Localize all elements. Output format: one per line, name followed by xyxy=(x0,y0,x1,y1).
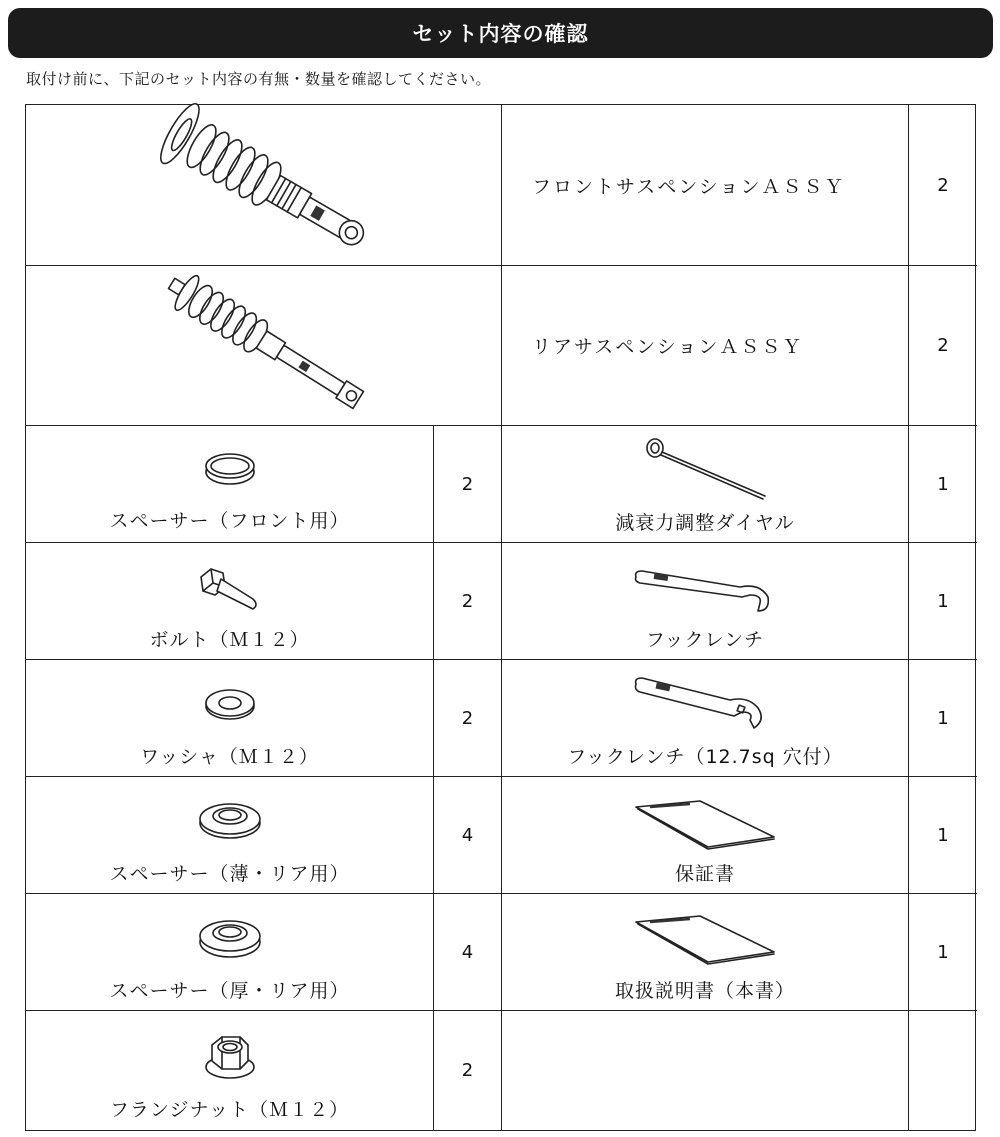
spacer-thick-label: スペーサー（厚・リア用） xyxy=(109,980,350,1002)
hook-wrench-label: フックレンチ xyxy=(645,629,765,651)
damping-dial-qty xyxy=(909,426,977,543)
flange-nut-label: フランジナット（Ｍ１２） xyxy=(109,1099,350,1121)
empty-qty-cell xyxy=(909,1011,977,1130)
warranty-icon xyxy=(630,797,780,853)
empty-cell xyxy=(502,1011,909,1130)
front-suspension-icon xyxy=(144,113,384,263)
intro-text: 取付け前に、下記のセット内容の有無・数量を確認してください。 xyxy=(26,70,492,88)
spacer-thin-label: スペーサー（薄・リア用） xyxy=(109,863,350,885)
section-title: セット内容の確認 xyxy=(412,22,589,46)
bolt-qty-value: 2 xyxy=(461,590,474,612)
hook-wrench-square-label: フックレンチ（12.7sq 穴付） xyxy=(567,746,843,768)
hook-wrench-square-icon xyxy=(630,674,780,734)
washer-qty-value: 2 xyxy=(461,707,474,729)
rear-suspension-label: リアサスペンションＡＳＳＹ xyxy=(532,336,804,358)
bolt-cell xyxy=(26,543,434,660)
spacer-thin-qty-value: 4 xyxy=(461,824,474,846)
manual-icon xyxy=(630,912,780,968)
bolt-qty xyxy=(434,543,502,660)
damping-dial-label: 減衰力調整ダイヤル xyxy=(615,512,795,534)
manual-label: 取扱説明書（本書） xyxy=(614,980,795,1002)
rear-suspension-qty-value: 2 xyxy=(937,335,949,356)
damping-dial-qty-value: 1 xyxy=(937,473,949,495)
spacer-thick-qty xyxy=(434,894,502,1011)
damping-dial-cell xyxy=(502,426,909,543)
front-suspension-qty-value: 2 xyxy=(937,174,949,196)
washer-qty xyxy=(434,660,502,777)
spacer-front-cell xyxy=(26,426,434,543)
section-header xyxy=(8,8,993,58)
spacer-thick-qty-value: 4 xyxy=(461,941,474,963)
rear-suspension-image-cell xyxy=(26,266,502,426)
warranty-qty-value: 1 xyxy=(937,824,949,846)
spacer-thin-cell xyxy=(26,777,434,894)
rear-suspension-icon xyxy=(144,272,384,422)
flange-nut-cell xyxy=(26,1011,434,1130)
contents-table xyxy=(25,104,976,1131)
spacer-thin-icon xyxy=(195,799,265,843)
spacer-thin-qty xyxy=(434,777,502,894)
spacer-front-qty xyxy=(434,426,502,543)
hook-wrench-cell xyxy=(502,543,909,660)
hook-wrench-qty-value: 1 xyxy=(937,590,949,612)
manual-cell xyxy=(502,894,909,1011)
hook-wrench-square-qty xyxy=(909,660,977,777)
spacer-thick-cell xyxy=(26,894,434,1011)
front-suspension-qty xyxy=(909,105,977,266)
warranty-qty xyxy=(909,777,977,894)
washer-icon xyxy=(200,684,260,724)
damping-dial-icon xyxy=(635,432,775,502)
rear-suspension-qty xyxy=(909,266,977,426)
front-suspension-label: フロントサスペンションＡＳＳＹ xyxy=(532,175,846,198)
manual-qty xyxy=(909,894,977,1011)
hook-wrench-square-qty-value: 1 xyxy=(937,707,949,729)
bolt-icon xyxy=(195,563,265,613)
flange-nut-icon xyxy=(200,1031,260,1083)
front-suspension-image-cell xyxy=(26,105,502,266)
spacer-front-icon xyxy=(200,448,260,488)
warranty-label: 保証書 xyxy=(674,863,735,885)
flange-nut-qty-value: 2 xyxy=(461,1060,474,1081)
manual-qty-value: 1 xyxy=(937,941,949,963)
washer-cell xyxy=(26,660,434,777)
flange-nut-qty xyxy=(434,1011,502,1130)
bolt-label: ボルト（Ｍ１２） xyxy=(149,629,310,651)
rear-suspension-label-cell xyxy=(502,266,909,426)
warranty-cell xyxy=(502,777,909,894)
spacer-front-qty-value: 2 xyxy=(461,473,474,495)
washer-label: ワッシャ（Ｍ１２） xyxy=(140,746,319,768)
front-suspension-label-cell xyxy=(502,105,909,266)
spacer-front-label: スペーサー（フロント用） xyxy=(109,510,350,532)
spacer-thick-icon xyxy=(195,914,265,962)
hook-wrench-icon xyxy=(630,565,780,615)
hook-wrench-square-cell xyxy=(502,660,909,777)
hook-wrench-qty xyxy=(909,543,977,660)
